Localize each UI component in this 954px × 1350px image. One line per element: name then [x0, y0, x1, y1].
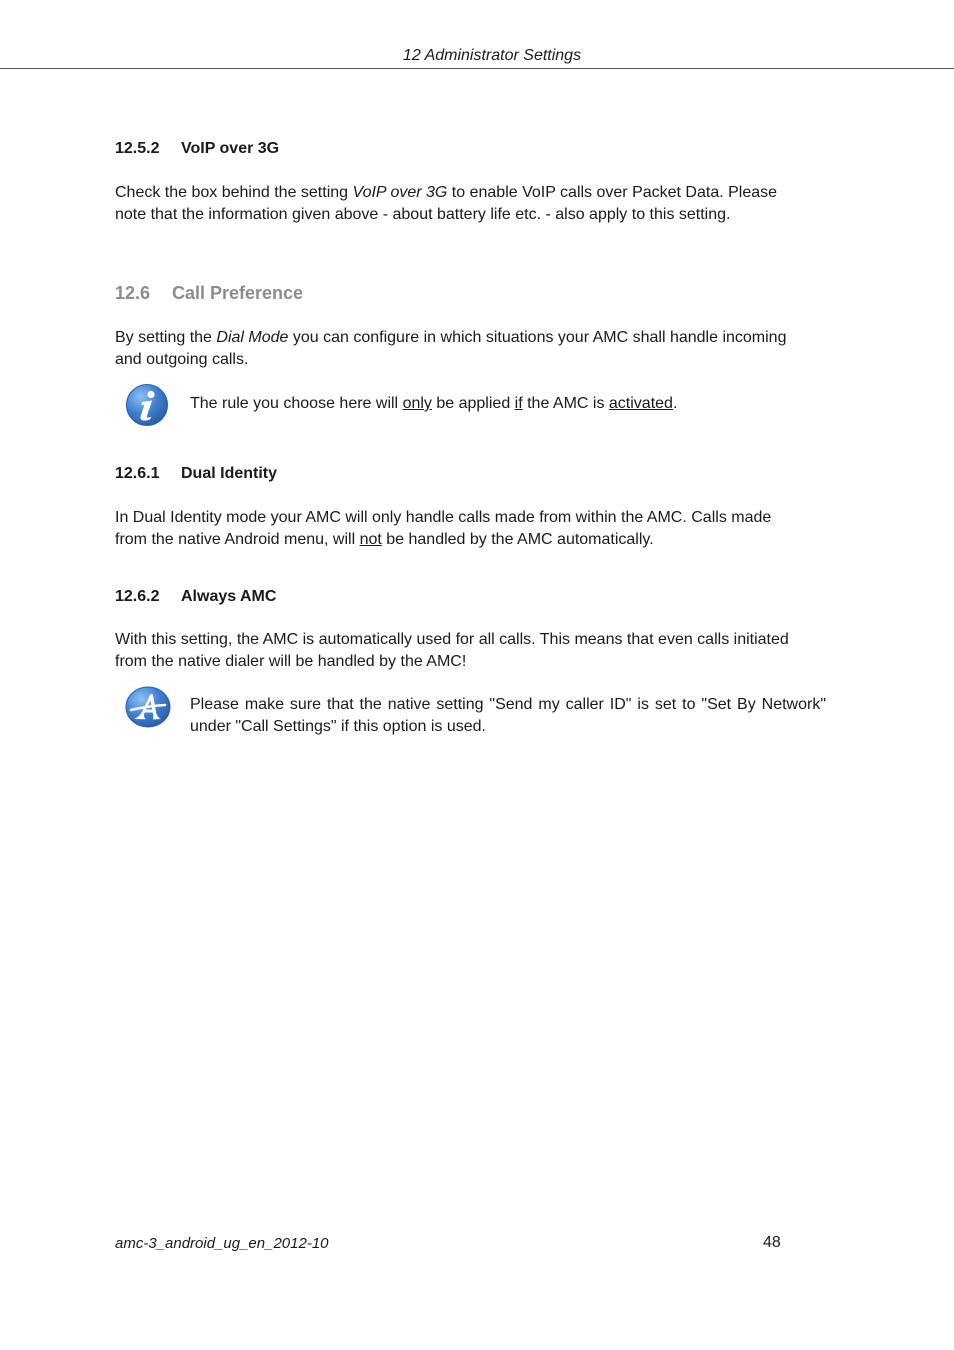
footer-document-id: amc-3_android_ug_en_2012-10 [115, 1235, 329, 1252]
section-number: 12.6 [115, 283, 151, 303]
info-icon [125, 383, 169, 427]
underlined-word: if [514, 395, 523, 412]
header-rule [0, 68, 954, 69]
attention-icon [125, 686, 171, 728]
text-run: be handled by the AMC automatically. [381, 531, 654, 548]
text-run: the AMC is [522, 395, 609, 412]
paragraph-dual-identity [115, 507, 795, 551]
text-run: you can configure in which situations your AMC shall handle incoming and outgoing calls. [115, 329, 787, 368]
info-note-text [190, 393, 826, 415]
underlined-word: activated [608, 395, 673, 412]
paragraph-always-amc: With this setting, the AMC is automatically used for all calls. This means that even calls initiated from the native dialer will be handled by the AMC! [115, 631, 789, 670]
text-run: be applied [431, 395, 515, 412]
subheading-number: 12.6.2 [115, 588, 160, 605]
subheading-title: Always AMC [181, 588, 277, 605]
paragraph-voip [115, 182, 795, 226]
subheading-number: 12.6.1 [115, 465, 160, 482]
text-run: By setting the [115, 329, 217, 346]
text-run: In Dual Identity mode your AMC will only handle calls made from within the AMC. Calls made from the native Android menu, will [115, 509, 772, 548]
section-title: Call Preference [172, 283, 304, 303]
running-header: 12 Administrator Settings [402, 47, 582, 64]
subheading-number: 12.5.2 [115, 140, 160, 157]
section-heading-call-preference [115, 283, 303, 304]
italic-setting-name: Dial Mode [216, 329, 289, 346]
underlined-word: only [402, 395, 432, 412]
paragraph-call-preference [115, 327, 795, 371]
subheading-voip-over-3g [115, 140, 279, 158]
underlined-word: not [359, 531, 382, 548]
subheading-title: Dual Identity [181, 465, 278, 482]
footer-page-number: 48 [763, 1234, 781, 1251]
attention-note-text: Please make sure that the native setting "Send my caller ID" is set to "Set By Network" under "Call Settings" if this option is used. [190, 696, 826, 735]
subheading-dual-identity [115, 465, 277, 483]
subheading-title: VoIP over 3G [181, 140, 280, 157]
text-run: The rule you choose here will [190, 395, 403, 412]
italic-setting-name: VoIP over 3G [352, 184, 448, 201]
text-run: Check the box behind the setting [115, 184, 353, 201]
text-run: . [672, 395, 678, 412]
text-run: to enable VoIP calls over Packet Data. Please note that the information given above - about battery life etc. - also apply to this setting. [115, 184, 778, 223]
subheading-always-amc [115, 588, 276, 606]
